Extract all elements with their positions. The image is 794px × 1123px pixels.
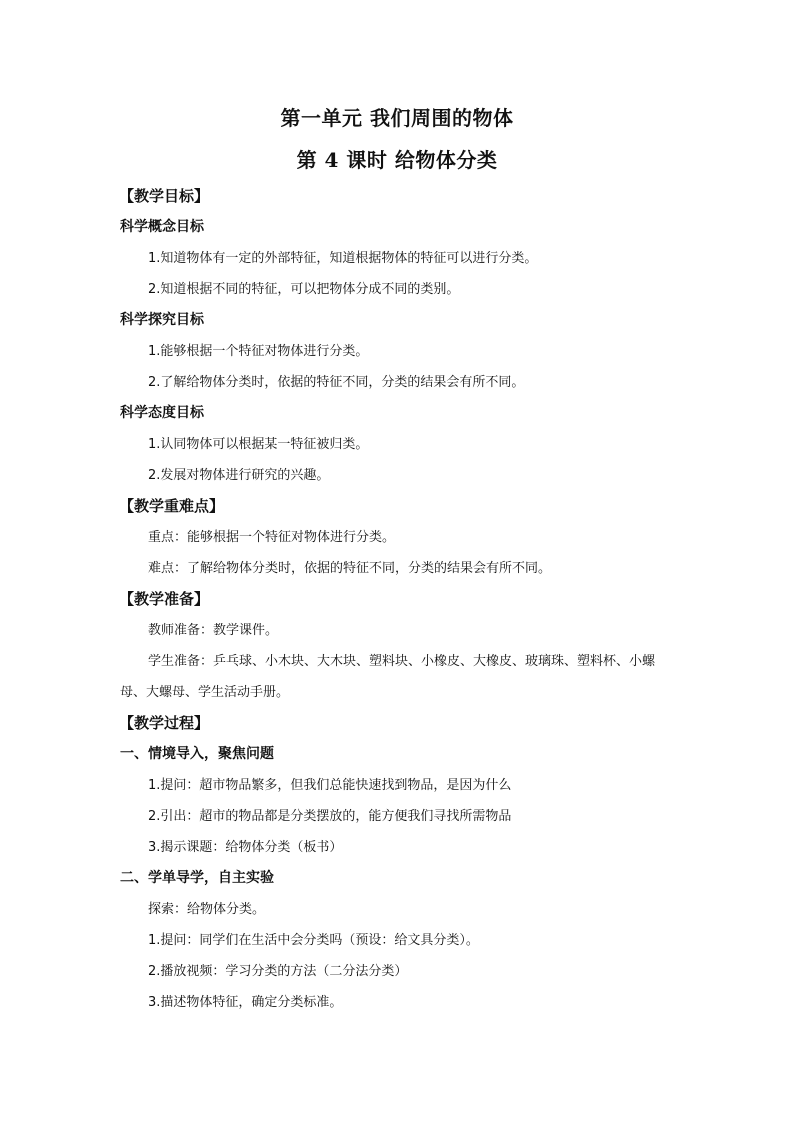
document-body: [120, 181, 680, 1018]
list-item: 2.播放视频：学习分类的方法（二分法分类）: [148, 964, 408, 979]
list-item: 1.能够根据一个特征对物体进行分类。: [148, 344, 369, 359]
subheading-concept-goals: 科学概念目标: [120, 219, 204, 235]
list-item: 2.发展对物体进行研究的兴趣。: [148, 468, 330, 483]
difficult-point: 难点：了解给物体分类时，依据的特征不同，分类的结果会有所不同。: [148, 561, 552, 576]
list-item: 1.认同物体可以根据某一特征被归类。: [148, 437, 369, 452]
list-item: 1.提问：同学们在生活中会分类吗（预设：给文具分类）。: [148, 933, 479, 948]
list-item: 1.知道物体有一定的外部特征，知道根据物体的特征可以进行分类。: [148, 251, 538, 266]
unit-title: 第一单元 我们周围的物体: [280, 106, 514, 130]
teacher-preparation: 教师准备：教学课件。: [148, 623, 279, 638]
list-item: 2.引出：超市的物品都是分类摆放的，能方便我们寻找所需物品: [148, 809, 512, 824]
list-item: 2.了解给物体分类时，依据的特征不同，分类的结果会有所不同。: [148, 375, 525, 390]
list-item: 探索：给物体分类。: [148, 902, 266, 917]
subheading-process-part2: 二、学单导学，自主实验: [120, 870, 274, 886]
key-point: 重点：能够根据一个特征对物体进行分类。: [148, 530, 396, 545]
section-heading-goals: 【教学目标】: [119, 187, 210, 205]
student-preparation: 学生准备：乒乓球、小木块、大木块、塑料块、小橡皮、大橡皮、玻璃珠、塑料杯、小螺母、大螺母、学生活动手册。: [120, 654, 656, 700]
lesson-title: 第 4 课时 给物体分类: [296, 148, 498, 172]
subheading-attitude-goals: 科学态度目标: [120, 405, 204, 421]
list-item: 3.揭示课题：给物体分类（板书）: [148, 840, 343, 855]
section-heading-preparation: 【教学准备】: [119, 590, 210, 608]
list-item: 3.描述物体特征，确定分类标准。: [148, 995, 343, 1010]
list-item: 1.提问：超市物品繁多，但我们总能快速找到物品，是因为什么: [148, 778, 512, 793]
subheading-inquiry-goals: 科学探究目标: [120, 312, 204, 328]
list-item: 2.知道根据不同的特征，可以把物体分成不同的类别。: [148, 282, 460, 297]
section-heading-key-points: 【教学重难点】: [119, 497, 225, 515]
subheading-process-part1: 一、情境导入，聚焦问题: [120, 746, 274, 762]
section-heading-process: 【教学过程】: [119, 714, 210, 732]
